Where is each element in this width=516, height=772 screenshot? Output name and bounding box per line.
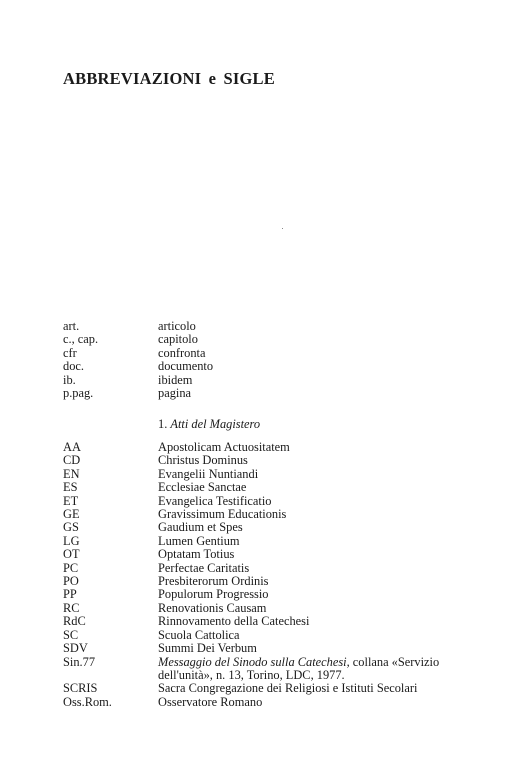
list-item: [63, 629, 483, 642]
abbreviation: art.: [63, 319, 80, 333]
list-item: [63, 347, 483, 360]
definition: articolo: [158, 319, 196, 333]
section-heading: [158, 417, 260, 432]
list-item: [63, 468, 483, 481]
list-item: [63, 333, 483, 346]
definition: Rinnovamento della Catechesi: [158, 614, 310, 629]
list-item: [63, 454, 483, 467]
definition: documento: [158, 359, 214, 374]
definition: Renovationis Causam: [158, 600, 267, 615]
abbreviation: RdC: [63, 614, 86, 629]
list-item: [63, 602, 483, 615]
abbreviation: c., cap.: [63, 332, 99, 347]
abbreviation: GS: [63, 520, 79, 535]
abbreviation: ET: [63, 493, 79, 508]
abbreviation: GE: [63, 507, 80, 522]
abbreviation: doc.: [63, 359, 84, 374]
definition: Ecclesiae Sanctae: [158, 480, 247, 495]
definition: Christus Dominus: [158, 453, 248, 468]
section-number: 1.: [158, 417, 168, 431]
list-item: [63, 535, 483, 548]
list-item: [63, 548, 483, 561]
definition: confronta: [158, 345, 206, 360]
definition: Perfectae Caritatis: [158, 560, 250, 575]
list-item: [63, 575, 483, 588]
general-abbreviations-list: [63, 320, 483, 400]
definition: pagina: [158, 386, 192, 401]
abbreviation: ES: [63, 480, 78, 495]
list-item: [63, 508, 483, 521]
definition: Evangelica Testificatio: [158, 493, 272, 508]
definition: [158, 656, 483, 683]
abbreviation: EN: [63, 466, 80, 481]
abbreviation: ib.: [63, 372, 76, 387]
abbreviation: RC: [63, 600, 80, 615]
page-title: [63, 69, 275, 89]
list-item: [63, 441, 483, 454]
magistero-abbreviations-list: [63, 441, 483, 709]
list-item: [63, 588, 483, 601]
title-conjunction: e: [208, 69, 217, 88]
abbreviation: cfr: [63, 345, 77, 360]
definition: Populorum Progressio: [158, 587, 269, 602]
definition: Evangelii Nuntiandi: [158, 466, 259, 481]
definition: Apostolicam Actuositatem: [158, 440, 290, 454]
definition: Optatam Totius: [158, 547, 235, 562]
definition-rest: collana «Servizio dell'unità», n. 13, Torino, LDC, 1977.: [158, 654, 440, 682]
list-item: [63, 481, 483, 494]
abbreviation: AA: [63, 440, 81, 454]
definition: Scuola Cattolica: [158, 627, 240, 642]
definition: Summi Dei Verbum: [158, 641, 257, 656]
section-title: Atti del Magistero: [170, 417, 261, 431]
abbreviation: Oss.Rom.: [63, 694, 112, 709]
list-item: [63, 521, 483, 534]
definition: ibidem: [158, 372, 193, 387]
definition: capitolo: [158, 332, 198, 347]
definition: Presbiterorum Ordinis: [158, 574, 269, 589]
list-item: [63, 360, 483, 373]
definition: Osservatore Romano: [158, 694, 263, 709]
abbreviation: PO: [63, 574, 79, 589]
list-item: [63, 696, 483, 709]
title-main: ABBREVIAZIONI: [63, 69, 202, 88]
list-item: [63, 615, 483, 628]
list-item: [63, 387, 483, 400]
definition: Gaudium et Spes: [158, 520, 243, 535]
definition: Sacra Congregazione dei Religiosi e Istituti Secolari: [158, 681, 418, 696]
title-tail: SIGLE: [223, 69, 275, 88]
abbreviation: CD: [63, 453, 81, 468]
abbreviation: SCRIS: [63, 681, 98, 696]
abbreviation: PP: [63, 587, 77, 602]
abbreviation: p.pag.: [63, 386, 94, 401]
list-item: [63, 374, 483, 387]
abbreviation: SC: [63, 627, 79, 642]
abbreviation: SDV: [63, 641, 88, 656]
abbreviation: OT: [63, 547, 80, 562]
definition: Gravissimum Educationis: [158, 507, 287, 522]
list-item: [63, 495, 483, 508]
abbreviation: Sin.77: [63, 654, 96, 669]
list-item: [63, 320, 483, 333]
list-item: [63, 682, 483, 695]
stray-mark: [282, 228, 283, 229]
abbreviation: LG: [63, 533, 80, 548]
definition-italic: Messaggio del Sinodo sulla Catechesi,: [158, 654, 350, 669]
list-item: [63, 656, 483, 683]
list-item: [63, 642, 483, 655]
abbreviation: PC: [63, 560, 79, 575]
list-item: [63, 562, 483, 575]
definition: Lumen Gentium: [158, 533, 240, 548]
